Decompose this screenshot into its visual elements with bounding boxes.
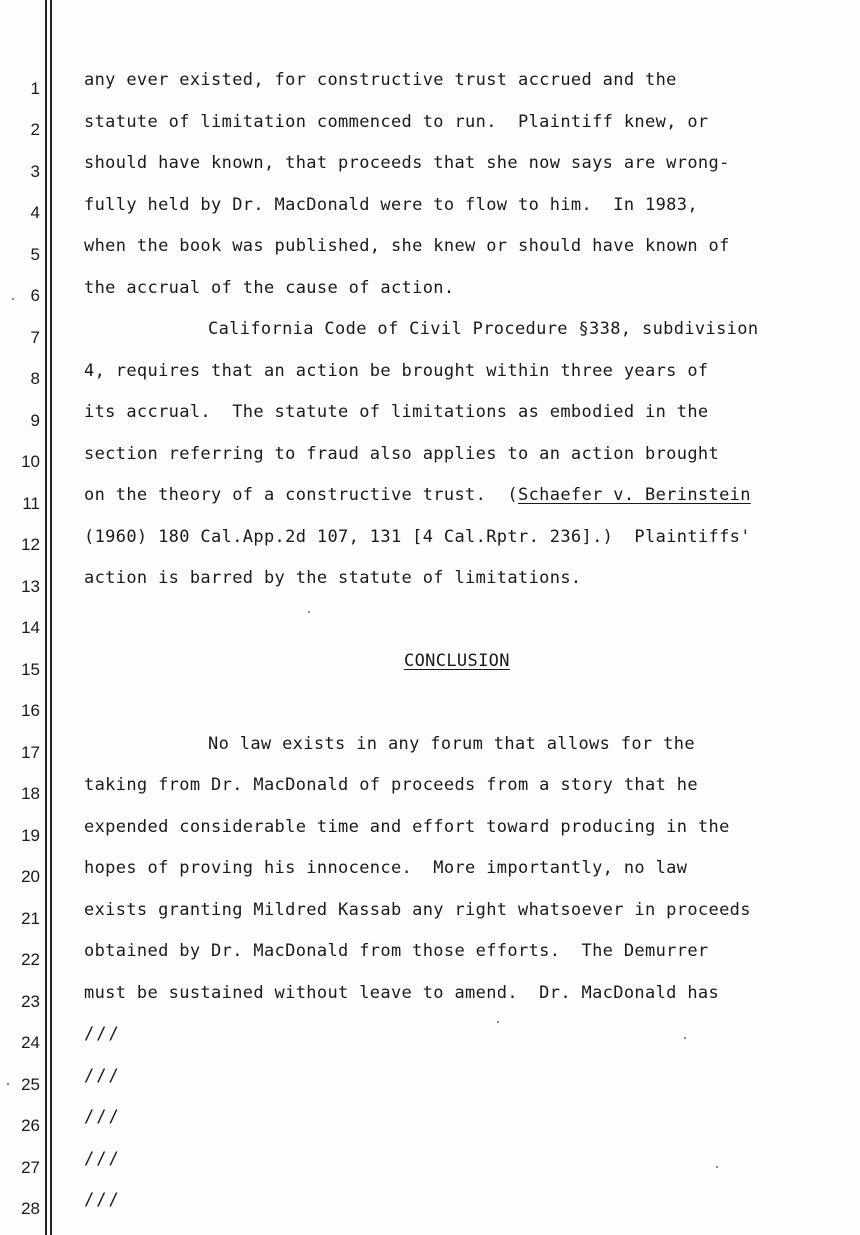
line-number: 4 bbox=[30, 203, 40, 222]
line-number: 23 bbox=[21, 992, 40, 1011]
body-line-18: taking from Dr. MacDonald of proceeds from a story that he bbox=[84, 775, 698, 795]
body-line-9: its accrual. The statute of limitations as embodied in the bbox=[84, 402, 709, 422]
line-number: 19 bbox=[21, 826, 40, 845]
continuation-marker: /// bbox=[84, 1066, 121, 1086]
continuation-marker: /// bbox=[84, 1024, 121, 1044]
scan-speck bbox=[497, 1021, 499, 1023]
line-number: 22 bbox=[21, 950, 40, 969]
body-line-12: (1960) 180 Cal.App.2d 107, 131 [4 Cal.Rptr. 236].) Plaintiffs' bbox=[84, 527, 751, 547]
line-number: 20 bbox=[21, 867, 40, 886]
scan-speck bbox=[12, 298, 14, 300]
line-number: 9 bbox=[30, 411, 40, 430]
body-line-3: should have known, that proceeds that she now says are wrong- bbox=[84, 153, 730, 173]
line-number: 10 bbox=[21, 452, 40, 471]
body-line-8: 4, requires that an action be brought within three years of bbox=[84, 361, 709, 381]
line-number: 1 bbox=[30, 79, 40, 98]
margin-rule-left-inner bbox=[50, 0, 52, 1235]
line-number: 11 bbox=[22, 494, 40, 513]
scan-speck bbox=[716, 1166, 718, 1168]
body-line-11 bbox=[84, 485, 751, 505]
body-line-7: California Code of Civil Procedure §338, subdivision bbox=[208, 319, 759, 339]
line-number: 27 bbox=[21, 1158, 40, 1177]
body-line-21: exists granting Mildred Kassab any right whatsoever in proceeds bbox=[84, 900, 751, 920]
line-number: 2 bbox=[30, 120, 40, 139]
line-number: 15 bbox=[21, 660, 40, 679]
body-line-4: fully held by Dr. MacDonald were to flow to him. In 1983, bbox=[84, 195, 698, 215]
line-number: 25 bbox=[21, 1075, 40, 1094]
line-number: 17 bbox=[21, 743, 40, 762]
body-line-23: must be sustained without leave to amend. Dr. MacDonald has bbox=[84, 983, 720, 1003]
body-line-13: action is barred by the statute of limitations. bbox=[84, 568, 582, 588]
line-number: 3 bbox=[30, 162, 40, 181]
body-line-19: expended considerable time and effort toward producing in the bbox=[84, 817, 730, 837]
line-number: 13 bbox=[21, 577, 40, 596]
body-line-17: No law exists in any forum that allows for the bbox=[208, 734, 695, 754]
line-number: 26 bbox=[21, 1116, 40, 1135]
body-line-5: when the book was published, she knew or should have known of bbox=[84, 236, 730, 256]
line-number: 21 bbox=[21, 909, 40, 928]
scan-speck bbox=[308, 611, 310, 613]
section-heading-conclusion: CONCLUSION bbox=[404, 651, 510, 671]
line-number: 24 bbox=[21, 1033, 40, 1052]
line-number: 14 bbox=[21, 618, 40, 637]
body-line-11-text: on the theory of a constructive trust. ( bbox=[84, 485, 518, 505]
body-line-20: hopes of proving his innocence. More importantly, no law bbox=[84, 858, 688, 878]
line-number: 8 bbox=[30, 369, 40, 388]
line-number: 5 bbox=[30, 245, 40, 264]
line-number: 7 bbox=[30, 328, 40, 347]
body-line-2: statute of limitation commenced to run. Plaintiff knew, or bbox=[84, 112, 709, 132]
continuation-marker: /// bbox=[84, 1107, 121, 1127]
line-number: 12 bbox=[21, 535, 40, 554]
line-number: 18 bbox=[21, 784, 40, 803]
body-line-1: any ever existed, for constructive trust accrued and the bbox=[84, 70, 677, 90]
line-number: 6 bbox=[30, 286, 40, 305]
scan-speck bbox=[684, 1037, 686, 1039]
line-number: 28 bbox=[21, 1199, 40, 1218]
scan-speck bbox=[7, 1083, 9, 1085]
case-citation: Schaefer v. Berinstein bbox=[517, 485, 751, 505]
continuation-marker: /// bbox=[84, 1149, 121, 1169]
line-number: 16 bbox=[21, 701, 40, 720]
margin-rule-left bbox=[45, 0, 47, 1235]
continuation-marker: /// bbox=[84, 1190, 121, 1210]
body-line-10: section referring to fraud also applies to an action brought bbox=[84, 444, 720, 464]
body-line-6: the accrual of the cause of action. bbox=[84, 278, 455, 298]
body-line-22: obtained by Dr. MacDonald from those efforts. The Demurrer bbox=[84, 941, 709, 961]
